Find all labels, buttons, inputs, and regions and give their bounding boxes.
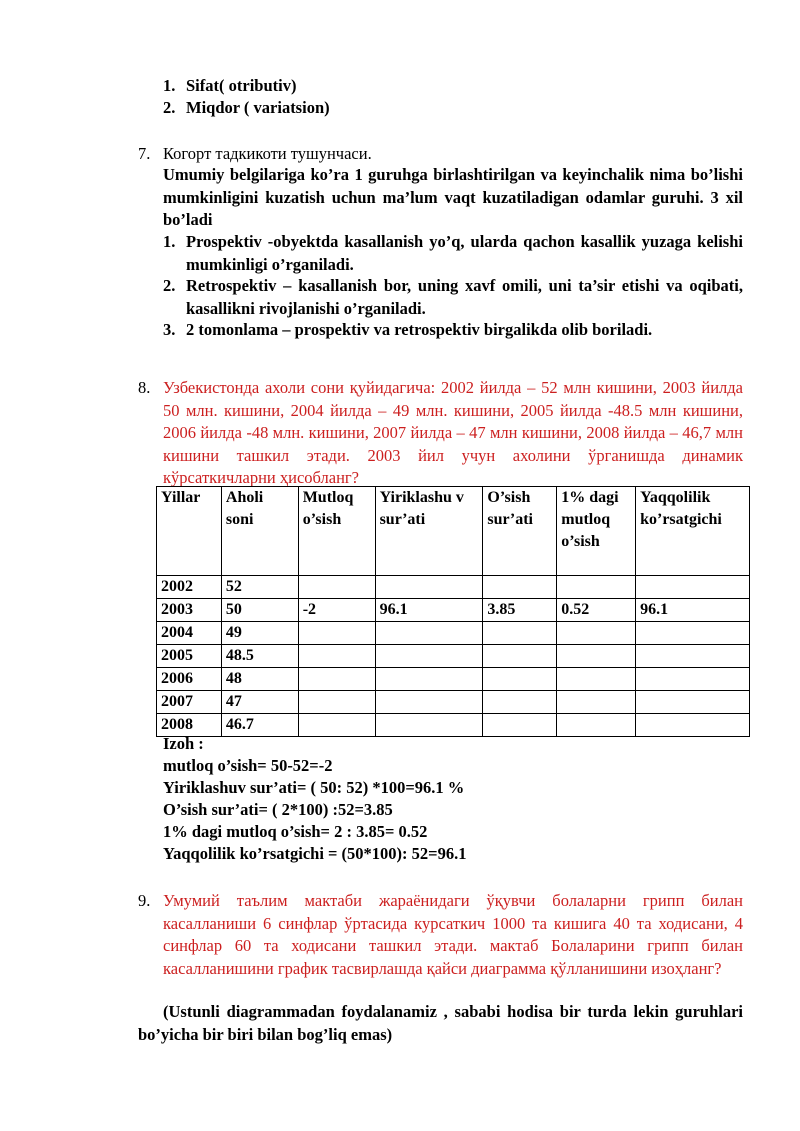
table-cell: 49	[221, 622, 298, 645]
table-cell	[375, 691, 483, 714]
table-cell: 2003	[157, 599, 222, 622]
table-cell: 47	[221, 691, 298, 714]
table-cell	[483, 714, 557, 737]
table-row	[157, 599, 750, 622]
table-cell	[298, 714, 375, 737]
table-cell	[483, 691, 557, 714]
q7-item-3: 2 tomonlama – prospektiv va retrospektiv birgalikda olib boriladi.	[186, 320, 653, 339]
table-cell	[298, 645, 375, 668]
table-cell	[483, 645, 557, 668]
table-cell: 96.1	[636, 599, 750, 622]
question-7-title: Когорт тадкикоти тушунчаси.	[163, 144, 372, 163]
table-cell	[557, 691, 636, 714]
table-cell	[557, 668, 636, 691]
table-cell	[636, 645, 750, 668]
table-cell	[636, 622, 750, 645]
table-cell	[636, 576, 750, 599]
table-row	[157, 714, 750, 737]
table-cell	[636, 668, 750, 691]
table-cell: 2006	[157, 668, 222, 691]
note-line: Yaqqolilik ko’rsatgichi = (50*100): 52=96.1	[163, 844, 467, 863]
question-7-definition: Umumiy belgilariga ko’ra 1 guruhga birlashtirilgan va keyinchalik nima bo’lishi mumkinligini kuzatish uchun ma’lum vaqt kuzatiladigan odamlar guruhi. 3 xil bo’ladi	[163, 165, 743, 229]
table-cell	[375, 668, 483, 691]
table-row	[157, 668, 750, 691]
table-row	[157, 576, 750, 599]
header-yaqqolilik-korsatgichi: Yaqqolilik ko’rsatgichi	[636, 487, 750, 576]
note-line: O’sish sur’ati= ( 2*100) :52=3.85	[163, 800, 393, 819]
notes-title: Izoh :	[163, 734, 204, 753]
dynamics-table	[156, 486, 750, 737]
table-cell	[483, 576, 557, 599]
question-9-number: 9.	[138, 891, 151, 910]
table-cell	[298, 576, 375, 599]
table-cell	[298, 691, 375, 714]
q7-item-1: Prospektiv -obyektda kasallanish yo’q, ularda qachon kasallik yuzaga kelishi mumkinligi o’rganiladi.	[186, 232, 743, 274]
question-7-number: 7.	[138, 144, 151, 163]
table-cell: 96.1	[375, 599, 483, 622]
table-cell: 48.5	[221, 645, 298, 668]
table-cell: 0.52	[557, 599, 636, 622]
table-cell	[375, 622, 483, 645]
table-cell	[375, 576, 483, 599]
q7-item-2-num: 2.	[163, 276, 176, 295]
table-cell	[298, 668, 375, 691]
table-cell: -2	[298, 599, 375, 622]
question-9-answer: (Ustunli diagrammadan foydalanamiz , sababi hodisa bir turda lekin guruhlari bo’yicha bir biri bilan bog’liq emas)	[138, 1002, 743, 1044]
q7-item-2: Retrospektiv – kasallanish bor, uning xavf omili, uni ta’sir etishi va oqibati, kasallikni rivojlanishi o’rganiladi.	[186, 276, 743, 318]
table-cell	[483, 668, 557, 691]
table-cell	[557, 576, 636, 599]
table-cell: 3.85	[483, 599, 557, 622]
question-8-number: 8.	[138, 378, 151, 397]
table-cell	[636, 714, 750, 737]
table-cell: 2002	[157, 576, 222, 599]
table-cell: 48	[221, 668, 298, 691]
table-cell: 46.7	[221, 714, 298, 737]
table-row	[157, 645, 750, 668]
table-cell: 2005	[157, 645, 222, 668]
table-cell: 2004	[157, 622, 222, 645]
note-line: Yiriklashuv sur’ati= ( 50: 52) *100=96.1 %	[163, 778, 465, 797]
table-header-row	[157, 487, 750, 576]
note-line: 1% dagi mutloq o’sish= 2 : 3.85= 0.52	[163, 822, 428, 841]
header-yillar: Yillar	[157, 487, 222, 576]
table-row	[157, 691, 750, 714]
q7-item-1-num: 1.	[163, 232, 176, 251]
table-cell	[557, 714, 636, 737]
table-cell: 50	[221, 599, 298, 622]
table-cell	[557, 645, 636, 668]
table-cell: 52	[221, 576, 298, 599]
question-9-text: Умумий таълим мактаби жараёнидаги ўқувчи болаларни грипп билан касалланиши 6 синфлар ўртасида курсаткич 1000 та кишига 40 та ходисани, 4 синфлар 60 та ходисани ташкил этади. мактаб Болаларини грипп билан касалланишини график тасвирлашда қайси диаграмма қўлланишини изоҳланг?	[163, 891, 743, 978]
table-cell	[298, 622, 375, 645]
list-a-num-2: 2.	[163, 98, 176, 117]
table-cell	[375, 714, 483, 737]
q7-item-3-num: 3.	[163, 320, 176, 339]
table-cell	[375, 645, 483, 668]
list-a-num-1: 1.	[163, 76, 176, 95]
table-cell: 2008	[157, 714, 222, 737]
question-8-text: Узбекистонда ахоли сони қуйидагича: 2002 йилда – 52 млн кишини, 2003 йилда 50 млн. кишини, 2004 йилда – 49 млн. кишини, 2005 йилда -48.5 млн кишини, 2006 йилда -48 млн. кишини, 2007 йилда – 47 млн кишини, 2008 йилда – 46,7 млн кишини ташкил этади. 2003 йил учун ахолини ўрганишда динамик кўрсаткичларни ҳисобланг?	[163, 378, 743, 487]
header-1-dagi-mutloq-osish: 1% dagi mutloq o’sish	[557, 487, 636, 576]
table-cell: 2007	[157, 691, 222, 714]
header-osish-surati: O’sish sur’ati	[483, 487, 557, 576]
header-yiriklashuv-surati: Yiriklashu v sur’ati	[375, 487, 483, 576]
table-cell	[483, 622, 557, 645]
list-a-item-1: Sifat( otributiv)	[186, 76, 297, 95]
table-row	[157, 622, 750, 645]
note-line: mutloq o’sish= 50-52=-2	[163, 756, 333, 775]
header-mutloq-osish: Mutloq o’sish	[298, 487, 375, 576]
list-a-item-2: Miqdor ( variatsion)	[186, 98, 330, 117]
table-cell	[636, 691, 750, 714]
table-cell	[557, 622, 636, 645]
header-aholi-soni: Aholi soni	[221, 487, 298, 576]
